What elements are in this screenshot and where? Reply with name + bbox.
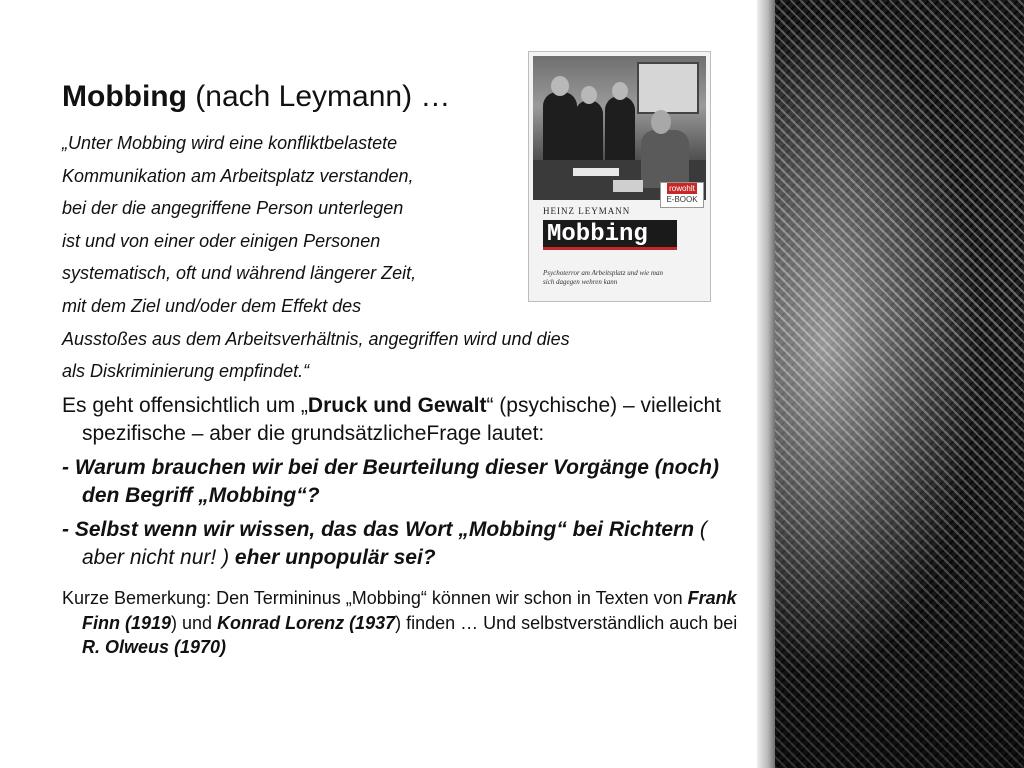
- quote-line: ist und von einer oder einigen Personen: [62, 230, 381, 251]
- quote-line: Ausstoßes aus dem Arbeitsverhältnis, angegriffen wird und dies: [62, 328, 570, 349]
- person-figure: [575, 100, 603, 166]
- publisher-logo: [660, 182, 704, 208]
- paragraph-pressure: [62, 392, 752, 448]
- slide-title: [62, 80, 450, 114]
- text-run: Es geht offensichtlich um „: [62, 394, 308, 417]
- person-head: [651, 110, 671, 134]
- quote-line: Kommunikation am Arbeitsplatz verstanden,: [62, 165, 414, 186]
- logo-text: rowohlt: [669, 184, 695, 193]
- quote-line: bei der die angegriffene Person unterlegen: [62, 198, 404, 219]
- divider-strip: [757, 0, 775, 768]
- person-figure: [605, 96, 635, 166]
- text-run-bold: Druck und Gewalt: [307, 394, 487, 417]
- book-author: HEINZ LEYMANN: [543, 206, 631, 216]
- text-run: ( aber nicht nur! ): [82, 518, 707, 569]
- window-shape: [637, 62, 699, 114]
- paper-shape: [573, 168, 619, 176]
- person-head: [581, 86, 597, 104]
- book-subtitle: Psychoterror am Arbeitsplatz und wie man sich dagegen wehren kann: [543, 269, 663, 286]
- title-bold: Mobbing: [62, 80, 187, 113]
- decorative-pattern-panel: [775, 0, 1024, 768]
- text-run-bold-italic: R. Olweus (1970): [82, 637, 227, 657]
- question-why: - Warum brauchen wir bei der Beurteilung dieser Vorgänge (noch) den Begriff „Mobbing“?: [62, 456, 719, 507]
- text-run: ) und: [171, 612, 218, 633]
- cover-photo: [533, 56, 706, 200]
- question-judges: [62, 516, 752, 572]
- quote-line: mit dem Ziel und/oder dem Effekt des: [62, 295, 362, 316]
- quote-line: als Diskriminierung empfindet.“: [62, 361, 310, 382]
- person-figure: [641, 130, 689, 188]
- title-rest: (nach Leymann) …: [186, 80, 451, 113]
- text-run-bold-italic: Konrad Lorenz (1937: [217, 612, 396, 633]
- text-run-bold-italic: Frank Finn (1919: [82, 588, 737, 633]
- quote-line: systematisch, oft und während längerer Zeit,: [62, 263, 417, 284]
- book-cover-image: [528, 51, 711, 302]
- text-run: “ (psychische) – vielleicht spezifische – aber die grundsätzlicheFrage lautet:: [82, 394, 722, 445]
- text-run: ) finden … Und selbstverständlich auch bei: [395, 612, 738, 633]
- text-run: - Selbst wenn wir wissen, das das Wort „Mobbing“ bei Richtern: [62, 518, 700, 541]
- body-text: [62, 392, 752, 666]
- person-figure: [543, 92, 577, 166]
- person-head: [551, 76, 569, 96]
- text-run: Kurze Bemerkung: Den Termininus „Mobbing“ können wir schon in Texten von: [62, 588, 688, 608]
- quote-line: „Unter Mobbing wird eine konfliktbelastete: [62, 133, 398, 153]
- book-title: Mobbing: [543, 220, 677, 250]
- remark-paragraph: [62, 586, 752, 660]
- keyboard-shape: [613, 180, 643, 192]
- text-run: eher unpopulär sei?: [234, 546, 436, 569]
- logo-text: E-BOOK: [666, 195, 698, 204]
- person-head: [612, 82, 628, 100]
